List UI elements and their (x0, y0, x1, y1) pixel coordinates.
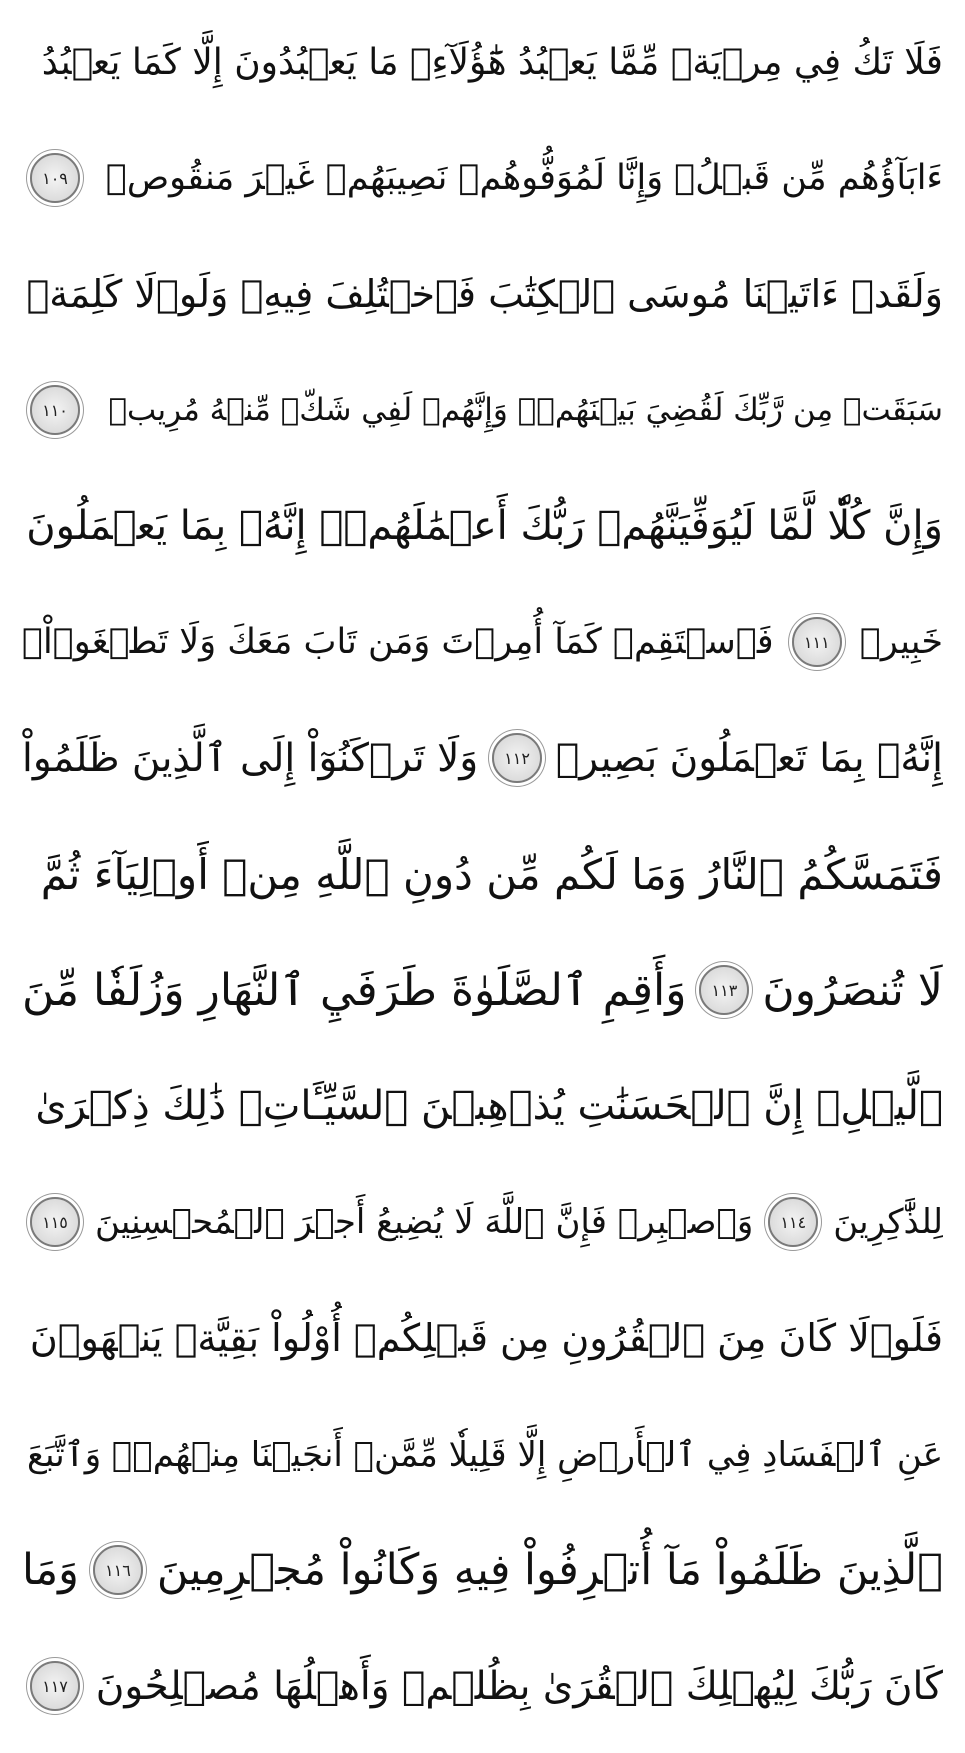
verse-text: فَٱسۡتَقِمۡ كَمَآ أُمِرۡتَ وَمَن تَابَ مَعَكَ وَلَا تَطۡغَوۡاْۚ (22, 622, 774, 662)
verse-text: عَنِ ٱلۡفَسَادِ فِي ٱلۡأَرۡضِ إِلَّا قَلِيلٗا مِّمَّنۡ أَنجَيۡنَا مِنۡهُمۡۗ وَٱتَّبَعَ (26, 1434, 943, 1475)
ayah-number-marker: ١١٧ (30, 1661, 80, 1711)
verse-line (22, 474, 943, 578)
verse-line (22, 1518, 943, 1622)
ayah-number-marker: ١١٢ (492, 733, 542, 783)
verse-text: وَمَا (22, 1545, 79, 1595)
ayah-number-marker: ١١٤ (768, 1197, 818, 1247)
verse-text: ٱلَّذِينَ ظَلَمُواْ مَآ أُتۡرِفُواْ فِيهِ وَكَانُواْ مُجۡرِمِينَ (156, 1545, 943, 1595)
verse-text: وَإِنَّ كُلّٗا لَّمَّا لَيُوَفِّيَنَّهُمۡ رَبُّكَ أَعۡمَٰلَهُمۡۚ إِنَّهُۥ بِمَا يَعۡمَلُونَ (26, 503, 943, 549)
ayah-number-marker: ١٠٩ (30, 153, 80, 203)
verse-line (22, 938, 943, 1042)
verse-text: خَبِيرٞ (859, 622, 943, 662)
verse-text: كَانَ رَبُّكَ لِيُهۡلِكَ ٱلۡقُرَىٰ بِظُلۡمٖ وَأَهۡلُهَا مُصۡلِحُونَ (95, 1663, 943, 1709)
verse-line (22, 1634, 943, 1738)
verse-text: وَأَقِمِ ٱلصَّلَوٰةَ طَرَفَيِ ٱلنَّهَارِ وَزُلَفٗا مِّنَ (22, 964, 687, 1016)
verse-line (22, 10, 943, 114)
verse-text: فَتَمَسَّكُمُ ٱلنَّارُ وَمَا لَكُم مِّن دُونِ ٱللَّهِ مِنۡ أَوۡلِيَآءَ ثُمَّ (40, 849, 943, 899)
verse-text: وَلَا تَرۡكَنُوٓاْ إِلَى ٱلَّذِينَ ظَلَمُواْ (22, 735, 479, 781)
verse-text: ءَابَآؤُهُم مِّن قَبۡلُۚ وَإِنَّا لَمُوَفُّوهُمۡ نَصِيبَهُمۡ غَيۡرَ مَنقُوصٖ (105, 158, 943, 198)
verse-line (22, 126, 943, 230)
verse-text: لَا تُنصَرُونَ (762, 964, 943, 1016)
verse-line (22, 1286, 943, 1390)
verse-text: سَبَقَتۡ مِن رَّبِّكَ لَقُضِيَ بَيۡنَهُمۡۚ وَإِنَّهُمۡ لَفِي شَكّٖ مِّنۡهُ مُرِيبٖ (108, 392, 943, 428)
verse-line (22, 590, 943, 694)
verse-line (22, 1402, 943, 1506)
verse-text: إِنَّهُۥ بِمَا تَعۡمَلُونَ بَصِيرٞ (555, 735, 943, 781)
verse-line (22, 242, 943, 346)
verse-line (22, 1170, 943, 1274)
ayah-number-marker: ١١٥ (30, 1197, 80, 1247)
ayah-number-marker: ١١٦ (93, 1545, 143, 1595)
verse-text: فَلَا تَكُ فِي مِرۡيَةٖ مِّمَّا يَعۡبُدُ هَٰٓؤُلَآءِۚ مَا يَعۡبُدُونَ إِلَّا كَمَا يَعۡبُدُ (41, 41, 943, 83)
verse-text: فَلَوۡلَا كَانَ مِنَ ٱلۡقُرُونِ مِن قَبۡلِكُمۡ أُوْلُواْ بَقِيَّةٖ يَنۡهَوۡنَ (29, 1316, 943, 1360)
verse-line (22, 1054, 943, 1158)
verse-line (22, 706, 943, 810)
verse-text: وَٱصۡبِرۡ فَإِنَّ ٱللَّهَ لَا يُضِيعُ أَجۡرَ ٱلۡمُحۡسِنِينَ (94, 1202, 754, 1242)
verse-line (22, 358, 943, 462)
ayah-number-marker: ١١٣ (699, 965, 749, 1015)
verse-lines (22, 10, 943, 1743)
ayah-number-marker: ١١١ (792, 617, 842, 667)
verse-text: وَلَقَدۡ ءَاتَيۡنَا مُوسَى ٱلۡكِتَٰبَ فَٱخۡتُلِفَ فِيهِۚ وَلَوۡلَا كَلِمَةٞ (26, 272, 943, 316)
verse-line (22, 822, 943, 926)
verse-text: لِلذَّٰكِرِينَ (833, 1202, 943, 1242)
ayah-number-marker: ١١٠ (30, 385, 80, 435)
verse-text: ٱلَّيۡلِۚ إِنَّ ٱلۡحَسَنَٰتِ يُذۡهِبۡنَ ٱلسَّيِّـَٔاتِۚ ذَٰلِكَ ذِكۡرَىٰ (35, 1083, 943, 1129)
